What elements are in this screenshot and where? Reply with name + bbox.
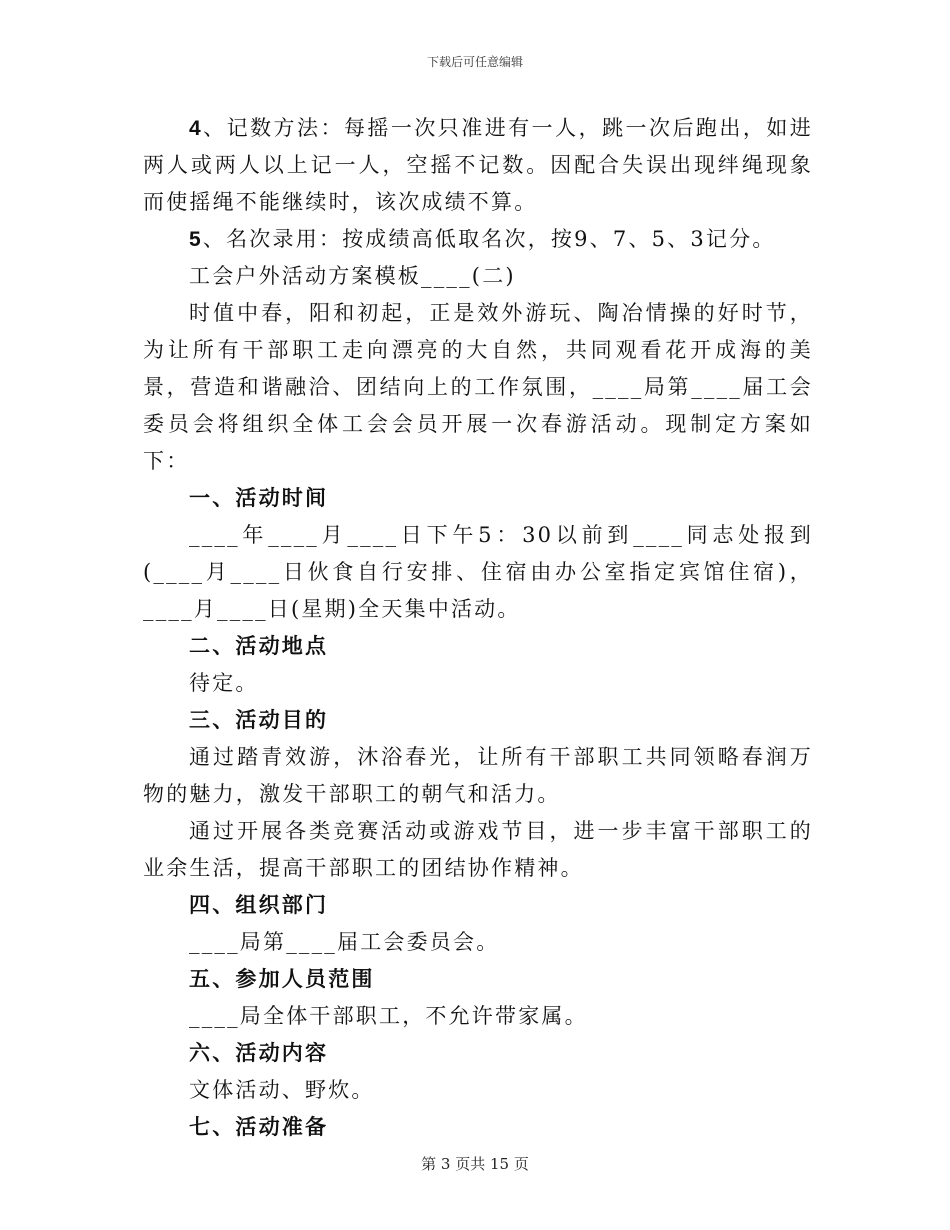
organizer-text: ____局第____届工会委员会。 (189, 930, 500, 954)
list-item-5 (143, 221, 813, 258)
heading-activity-content: 六、活动内容 (189, 1041, 329, 1065)
heading-organizer: 四、组织部门 (189, 893, 329, 917)
heading-activity-location: 二、活动地点 (189, 634, 329, 658)
item-text: 、记数方法：每摇一次只准进有一人，跳一次后跑出，如进两人或两人以上记一人，空摇不记数。因配合失误出现绊绳现象而使摇绳不能继续时，该次成绩不算。 (143, 116, 813, 214)
activity-purpose-text-2: 通过开展各类竞赛活动或游戏节目，进一步丰富干部职工的业余生活，提高干部职工的团结协作精神。 (143, 819, 813, 880)
heading-participants: 五、参加人员范围 (189, 967, 375, 991)
activity-purpose-text-1: 通过踏青效游，沐浴春光，让所有干部职工共同领略春润万物的魅力，激发干部职工的朝气和活力。 (143, 745, 813, 806)
activity-content-text: 文体活动、野炊。 (189, 1078, 375, 1102)
document-body (143, 110, 813, 1146)
item-text: 、名次录用：按成绩高低取名次，按9、7、5、3记分。 (202, 227, 776, 251)
page-header: 下载后可任意编辑 (426, 55, 523, 69)
heading-activity-purpose: 三、活动目的 (189, 708, 329, 732)
section-title: 工会户外活动方案模板____(二) (189, 264, 516, 288)
item-number: 5 (189, 228, 203, 251)
list-item-4 (143, 110, 813, 221)
intro-paragraph: 时值中春，阳和初起，正是效外游玩、陶冶情操的好时节，为让所有干部职工走向漂亮的大自然，共同观看花开成海的美景，营造和谐融洽、团结向上的工作氛围，____局第____届工会委员会将组织全体工会会员开展一次春游活动。现制定方案如下： (143, 301, 813, 473)
heading-activity-preparation: 七、活动准备 (189, 1115, 329, 1139)
item-number: 4 (189, 117, 203, 140)
activity-location-text: 待定。 (189, 671, 259, 695)
activity-time-text: ____年____月____日下午5：30以前到____同志处报到(____月____日伙食自行安排、住宿由办公室指定宾馆住宿)，____月____日(星期)全天集中活动。 (143, 523, 813, 621)
participants-text: ____局全体干部职工，不允许带家属。 (189, 1004, 588, 1028)
page-footer: 第 3 页共 15 页 (421, 1155, 529, 1173)
heading-activity-time: 一、活动时间 (189, 486, 329, 510)
